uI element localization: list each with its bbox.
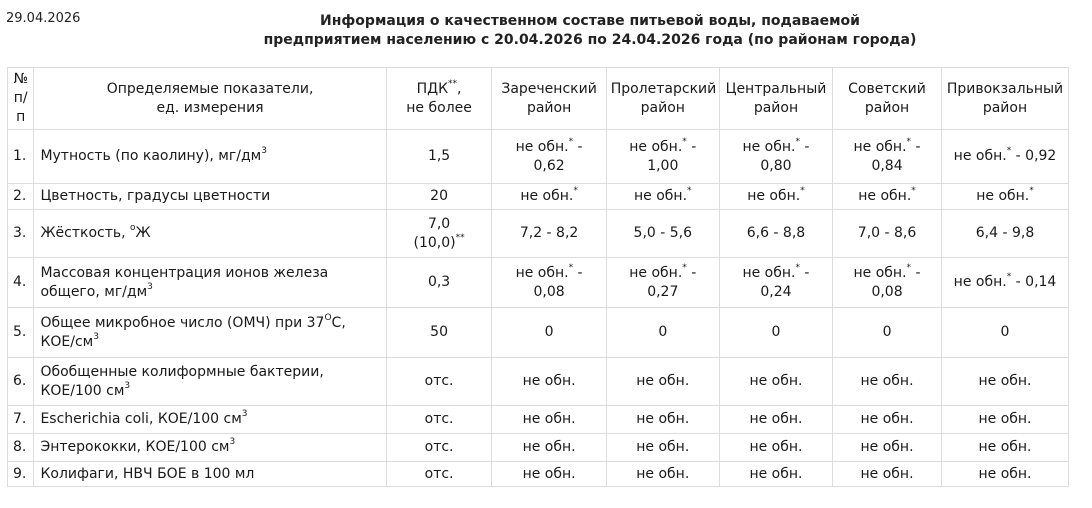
indicator-name: Обобщенные колиформные бактерии, КОЕ/100 $см^3$ [34,358,386,406]
value-privokzalny: не обн. [942,358,1069,406]
value-centralny: 6,6 - 8,8 [719,210,832,258]
table-row [8,462,1069,487]
value-zarechensky: не обн.* [492,184,606,210]
value-proletarsky: не обн.* [606,184,719,210]
value-zarechensky: 0 [492,308,606,358]
indicator-name: Мутность (по каолину), $мг/дм^3$ [34,130,386,184]
value-sovetsky: не обн.* - 0,84 [833,130,942,184]
row-number: 3. [8,210,34,258]
indicator-name: Колифаги, НВЧ БОЕ в 100 мл [34,462,386,487]
value-zarechensky: не обн. [492,406,606,434]
pdk-value: 7,0 (10,0)** [386,210,492,258]
value-zarechensky: не обн. [492,358,606,406]
header-number: № п/ п [8,68,34,130]
value-sovetsky: не обн. [833,406,942,434]
header-district-privokzalny: Привокзальный район [942,68,1069,130]
table-row [8,434,1069,462]
value-centralny: не обн.* - 0,24 [719,258,832,308]
value-proletarsky: не обн.* - 1,00 [606,130,719,184]
value-privokzalny: 0 [942,308,1069,358]
value-proletarsky: 5,0 - 5,6 [606,210,719,258]
pdk-value: отс. [386,462,492,487]
value-centralny: не обн. [719,462,832,487]
table-header-row [8,68,1069,130]
value-proletarsky: 0 [606,308,719,358]
pdk-value: 20 [386,184,492,210]
value-privokzalny: 6,4 - 9,8 [942,210,1069,258]
value-privokzalny: не обн.* - 0,14 [942,258,1069,308]
header-indicator: Определяемые показатели, ед. измерения [34,68,386,130]
pdk-value: 1,5 [386,130,492,184]
row-number: 6. [8,358,34,406]
table-row [8,210,1069,258]
value-proletarsky: не обн. [606,406,719,434]
value-privokzalny: не обн. [942,462,1069,487]
header-district-centralny: Центральный район [719,68,832,130]
table-row [8,406,1069,434]
indicator-name: Жёсткость, $^о$Ж [34,210,386,258]
title-line-1: Информация о качественном составе питьевой воды, подаваемой [320,13,860,29]
header-pdk: ПДК**, не более [386,68,492,130]
value-proletarsky: не обн.* - 0,27 [606,258,719,308]
row-number: 5. [8,308,34,358]
table-row [8,358,1069,406]
value-privokzalny: не обн.* [942,184,1069,210]
value-zarechensky: 7,2 - 8,2 [492,210,606,258]
header-district-zarechensky: Зареченский район [492,68,606,130]
pdk-value: отс. [386,406,492,434]
row-number: 2. [8,184,34,210]
title-line-2: предприятием населению с 20.04.2026 по 24.04.2026 года (по районам города) [263,32,917,48]
value-privokzalny: не обн. [942,406,1069,434]
row-number: 7. [8,406,34,434]
value-centralny: 0 [719,308,832,358]
value-centralny: не обн.* - 0,80 [719,130,832,184]
water-quality-table [7,67,1069,487]
row-number: 9. [8,462,34,487]
value-sovetsky: 7,0 - 8,6 [833,210,942,258]
value-centralny: не обн. [719,358,832,406]
header-district-proletarsky: Пролетарский район [606,68,719,130]
pdk-value: 50 [386,308,492,358]
report-date: 29.04.2026 [6,11,81,26]
value-sovetsky: 0 [833,308,942,358]
value-sovetsky: не обн.* [833,184,942,210]
value-zarechensky: не обн.* - 0,62 [492,130,606,184]
indicator-name: Энтерококки, КОЕ/100 $см^3$ [34,434,386,462]
header-district-sovetsky: Советский район [833,68,942,130]
indicator-name: Escherichia coli, КОЕ/100 $см^3$ [34,406,386,434]
row-number: 8. [8,434,34,462]
indicator-name: Общее микробное число (ОМЧ) при $37^ОС$, КОЕ/$см^3$ [34,308,386,358]
indicator-name: Массовая концентрация ионов железа общего, $мг/дм^3$ [34,258,386,308]
pdk-value: отс. [386,358,492,406]
value-centralny: не обн.* [719,184,832,210]
report-title [250,12,930,50]
pdk-value: 0,3 [386,258,492,308]
table-row [8,184,1069,210]
value-proletarsky: не обн. [606,434,719,462]
row-number: 1. [8,130,34,184]
table-row [8,130,1069,184]
indicator-name: Цветность, градусы цветности [34,184,386,210]
value-proletarsky: не обн. [606,358,719,406]
value-proletarsky: не обн. [606,462,719,487]
value-sovetsky: не обн.* - 0,08 [833,258,942,308]
value-sovetsky: не обн. [833,434,942,462]
row-number: 4. [8,258,34,308]
table-row [8,258,1069,308]
value-zarechensky: не обн. [492,462,606,487]
value-zarechensky: не обн. [492,434,606,462]
table-row [8,308,1069,358]
value-sovetsky: не обн. [833,358,942,406]
value-zarechensky: не обн.* - 0,08 [492,258,606,308]
pdk-value: отс. [386,434,492,462]
value-centralny: не обн. [719,434,832,462]
value-privokzalny: не обн. [942,434,1069,462]
value-centralny: не обн. [719,406,832,434]
value-sovetsky: не обн. [833,462,942,487]
value-privokzalny: не обн.* - 0,92 [942,130,1069,184]
